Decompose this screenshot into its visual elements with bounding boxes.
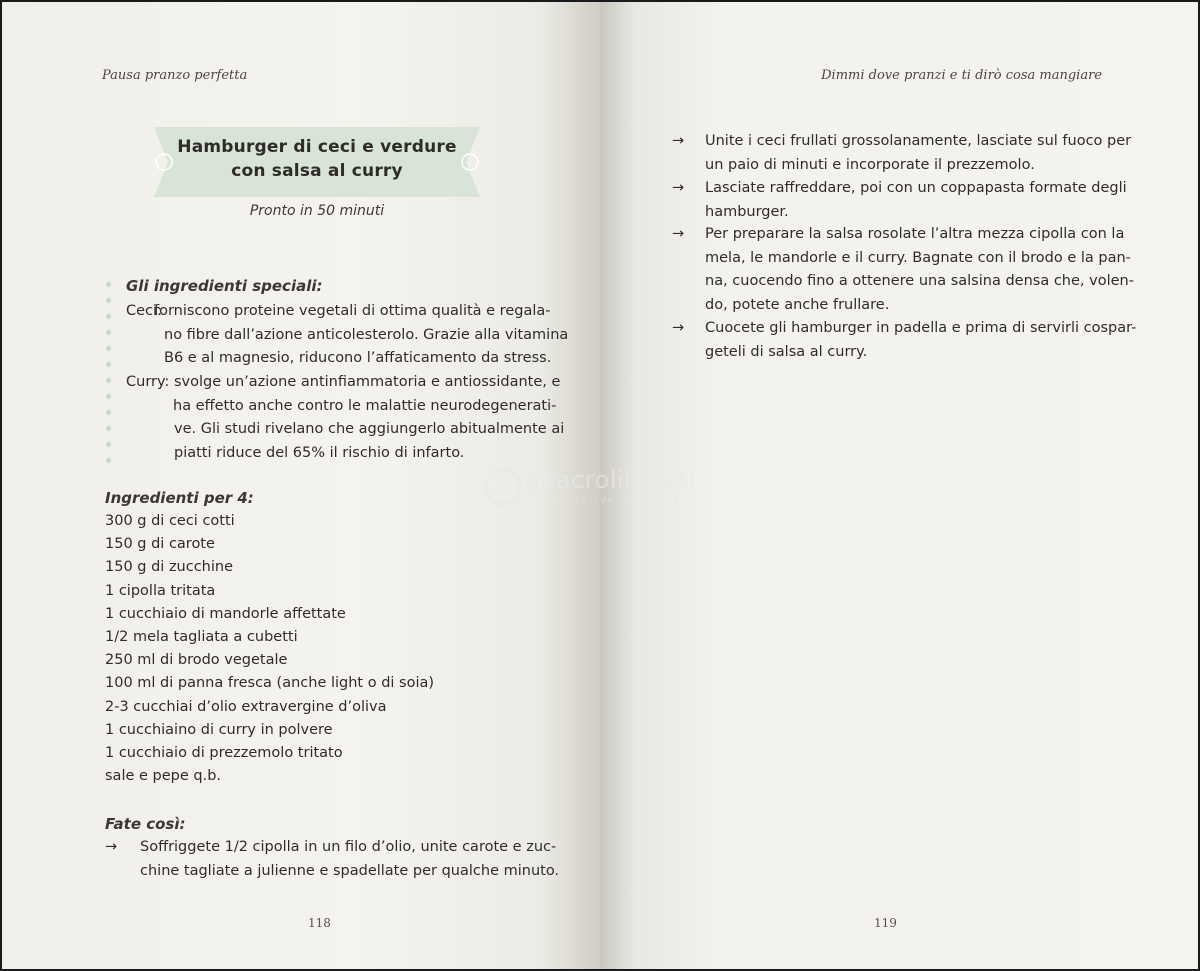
description-line: B6 e al magnesio, riducono l’affaticamento da stress. xyxy=(164,350,552,366)
watermark-tagline: ALTERNATIVA NATURALE xyxy=(536,496,682,505)
ingredient-item: sale e pepe q.b. xyxy=(105,768,222,785)
step-line: na, cuocendo fino a ottenere una salsina densa che, volen- xyxy=(705,273,1134,289)
step-text xyxy=(705,177,1127,224)
description-line: svolge un’azione antinfiammatoria e antiossidante, e xyxy=(174,374,561,390)
step-line: Cuocete gli hamburger in padella e prima di servirli cospar- xyxy=(705,320,1137,336)
step-line: geteli di salsa al curry. xyxy=(705,343,868,360)
recipe-title xyxy=(154,135,480,183)
description-line: ve. Gli studi rivelano che aggiungerlo abitualmente ai xyxy=(174,421,565,437)
description-line: piatti riduce del 65% il rischio di infarto. xyxy=(174,444,465,461)
description-line: ha effetto anche contro le malattie neurodegenerati- xyxy=(173,397,557,414)
method-step xyxy=(105,836,560,884)
description-line: no fibre dall’azione anticolesterolo. Grazie alla vitamina xyxy=(164,326,569,343)
ingredient-item: 100 ml di panna fresca (anche light o di soia) xyxy=(105,675,435,692)
special-term: Curry: xyxy=(126,374,170,390)
ingredient-item: 300 g di ceci cotti xyxy=(105,513,235,529)
special-ingredient-ceci xyxy=(126,300,569,372)
step-line: un paio di minuti e incorporate il prezzemolo. xyxy=(705,156,1035,173)
step-line: Unite i ceci frullati grossolanamente, lasciate sul fuoco per xyxy=(705,133,1132,149)
ingredient-item: 1 cucchiaino di curry in polvere xyxy=(105,721,333,738)
arrow-right-icon: → xyxy=(672,226,685,242)
ingredient-item: 1 cipolla tritata xyxy=(105,582,216,599)
recipe-title-banner xyxy=(154,127,480,197)
special-ingredients-heading: Gli ingredienti speciali: xyxy=(126,277,323,295)
ingredient-item: 1 cucchiaio di prezzemolo tritato xyxy=(105,745,343,762)
ingredient-item: 250 ml di brodo vegetale xyxy=(105,652,288,669)
step-line: hamburger. xyxy=(705,203,789,220)
method-step xyxy=(672,317,1137,365)
page-number-left: 118 xyxy=(308,916,331,930)
page-number-right: 119 xyxy=(874,916,897,930)
special-term: Ceci: xyxy=(126,303,162,319)
method-step xyxy=(672,223,1134,319)
running-head-left: Pausa pranzo perfetta xyxy=(102,68,248,83)
step-text xyxy=(140,836,559,883)
step-text xyxy=(705,130,1131,177)
ingredients-heading: Ingredienti per 4: xyxy=(105,489,254,507)
ready-time: Pronto in 50 minuti xyxy=(249,203,385,219)
step-text xyxy=(705,317,1136,364)
ingredient-item: 150 g di carote xyxy=(105,536,215,553)
arrow-right-icon: → xyxy=(672,133,685,149)
ingredient-item: 1 cucchiaio di mandorle affettate xyxy=(105,605,346,622)
method-step xyxy=(672,130,1132,178)
ingredient-item: 150 g di zucchine xyxy=(105,559,234,576)
left-page xyxy=(2,2,600,969)
arrow-right-icon: → xyxy=(105,839,118,855)
special-description xyxy=(154,300,569,371)
method-step xyxy=(672,177,1127,225)
method-heading: Fate così: xyxy=(105,815,186,833)
description-line: forniscono proteine vegetali di ottima qualità e regala- xyxy=(154,303,551,319)
step-line: mela, le mandorle e il curry. Bagnate con il brodo e la pan- xyxy=(705,249,1131,266)
ingredients-list xyxy=(105,510,434,788)
ingredient-item: 2-3 cucchiai d’olio extravergine d’oliva xyxy=(105,698,387,715)
running-head-right: Dimmi dove pranzi e ti dirò cosa mangiare xyxy=(821,68,1102,83)
step-line: do, potete anche frullare. xyxy=(705,296,890,313)
book-spread xyxy=(2,2,1198,969)
step-text xyxy=(705,223,1134,317)
watermark-brand: macrolibrarsi xyxy=(532,466,696,494)
step-line: Lasciate raffreddare, poi con un coppapasta formate degli xyxy=(705,180,1127,196)
step-line: Soffriggete 1/2 cipolla in un filo d’olio, unite carote e zuc- xyxy=(140,839,557,855)
arrow-right-icon: → xyxy=(672,180,685,196)
step-line: chine tagliate a julienne e spadellate per qualche minuto. xyxy=(140,862,560,879)
step-line: Per preparare la salsa rosolate l’altra mezza cipolla con la xyxy=(705,226,1125,242)
recipe-title-line-1: Hamburger di ceci e verdure xyxy=(177,137,457,157)
recipe-title-line-2: con salsa al curry xyxy=(231,161,403,181)
arrow-right-icon: → xyxy=(672,320,685,336)
ingredient-item: 1/2 mela tagliata a cubetti xyxy=(105,629,298,646)
special-ingredient-curry xyxy=(126,371,565,467)
right-page xyxy=(600,2,1198,969)
special-description xyxy=(173,371,565,465)
